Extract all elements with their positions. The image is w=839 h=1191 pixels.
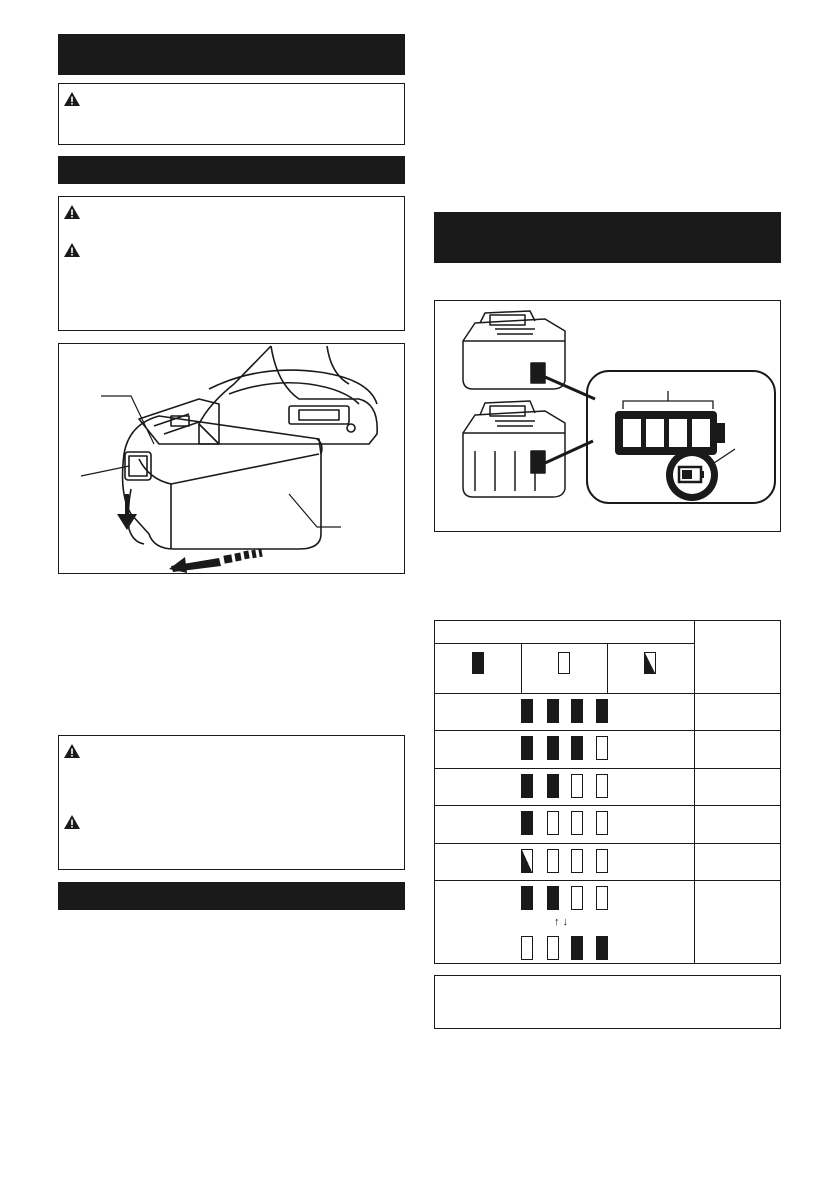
empty-lamp-icon [596, 736, 608, 760]
section-heading-bar-1 [58, 34, 405, 75]
empty-lamp-icon [547, 936, 559, 960]
empty-lamp-icon [558, 652, 570, 674]
full-lamp-icon [547, 736, 559, 760]
table-header-col-divider [607, 643, 608, 693]
empty-lamp-icon [571, 886, 583, 910]
table-column-divider [694, 621, 695, 963]
table-header-col-divider [521, 643, 522, 693]
figure-battery-removal [58, 343, 405, 574]
full-lamp-icon [521, 886, 533, 910]
full-lamp-icon [521, 774, 533, 798]
section-heading-bar-3 [58, 882, 405, 910]
battery-indicator-illustration [435, 301, 780, 531]
full-lamp-icon [571, 699, 583, 723]
alternating-arrows-icon: ↑ ↓ [554, 916, 569, 928]
caution-box-3 [58, 735, 405, 870]
empty-lamp-icon [547, 811, 559, 835]
full-lamp-icon [547, 774, 559, 798]
empty-lamp-icon [547, 849, 559, 873]
table-row-divider [435, 843, 780, 844]
table-row-divider [435, 880, 780, 881]
indicator-table [434, 620, 781, 964]
full-lamp-icon [521, 699, 533, 723]
full-lamp-icon [521, 736, 533, 760]
down-arrow-icon [117, 494, 137, 530]
caution-box-2 [58, 196, 405, 331]
warning-icon [63, 814, 81, 830]
empty-lamp-icon [596, 811, 608, 835]
warning-icon [63, 204, 81, 220]
battery-check-icon [666, 449, 718, 501]
full-lamp-icon [596, 936, 608, 960]
table-row-divider [435, 730, 780, 731]
slide-arrow-icon [169, 549, 263, 573]
battery-removal-illustration [59, 344, 404, 573]
full-lamp-icon [596, 699, 608, 723]
empty-lamp-icon [571, 774, 583, 798]
figure-battery-indicator [434, 300, 781, 532]
battery-level-icon [615, 411, 725, 455]
warning-icon [63, 743, 81, 759]
note-box [434, 975, 781, 1029]
warning-icon [63, 91, 81, 107]
warning-icon [63, 242, 81, 258]
empty-lamp-icon [521, 936, 533, 960]
empty-lamp-icon [596, 849, 608, 873]
empty-lamp-icon [571, 811, 583, 835]
full-lamp-icon [571, 936, 583, 960]
full-lamp-icon [472, 652, 484, 674]
full-lamp-icon [547, 699, 559, 723]
blinking-lamp-icon [644, 652, 656, 674]
full-lamp-icon [521, 811, 533, 835]
blinking-lamp-icon [521, 849, 533, 873]
empty-lamp-icon [596, 774, 608, 798]
full-lamp-icon [571, 736, 583, 760]
full-lamp-icon [547, 886, 559, 910]
table-row-divider [435, 805, 780, 806]
table-header-bottom [435, 693, 780, 694]
table-header-divider [435, 643, 694, 644]
section-heading-bar-2 [58, 156, 405, 184]
empty-lamp-icon [596, 886, 608, 910]
section-heading-bar-right [434, 212, 781, 263]
empty-lamp-icon [571, 849, 583, 873]
caution-box-1 [58, 83, 405, 145]
table-row-divider [435, 768, 780, 769]
